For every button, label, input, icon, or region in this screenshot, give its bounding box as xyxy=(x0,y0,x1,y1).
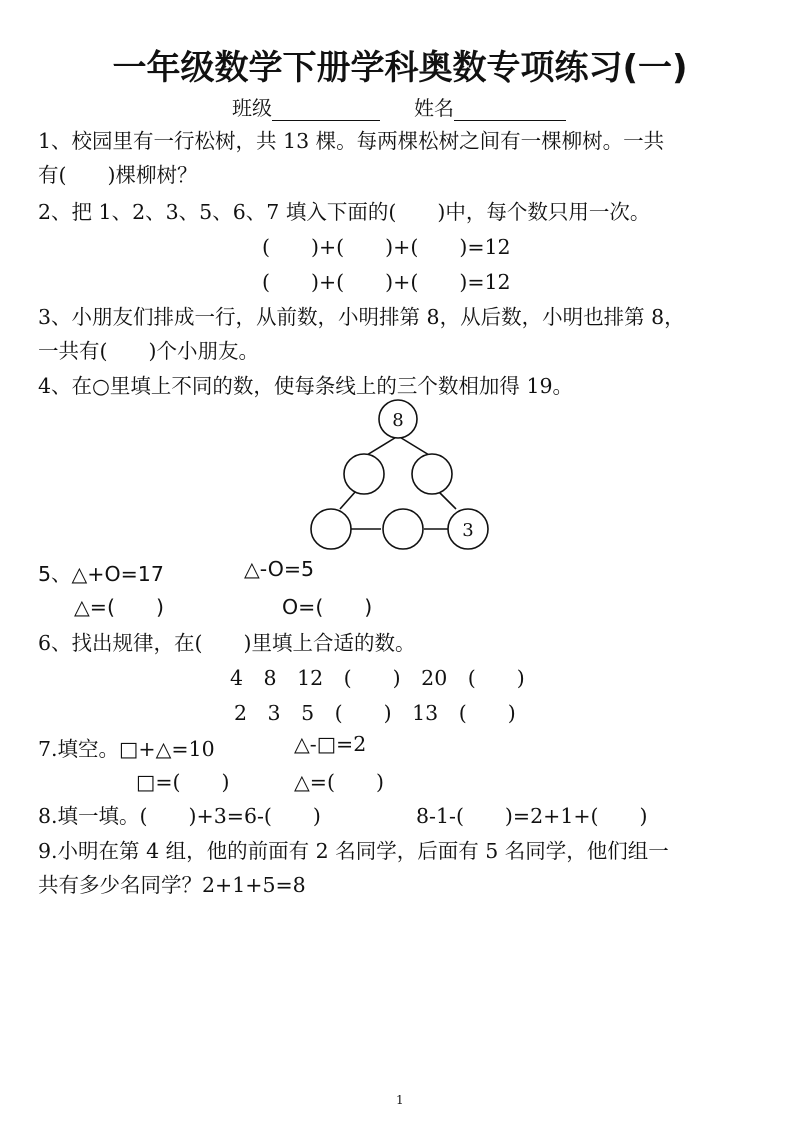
circle-mid-left[interactable] xyxy=(344,454,384,494)
question-7-equation-2: △-□=2 xyxy=(294,732,367,756)
circle-bottom-right-value: 3 xyxy=(462,520,474,541)
question-5-equation-1: 5、△+O=17 xyxy=(38,562,164,586)
question-3-line-1: 3、小朋友们排成一行，从前数，小明排第 8，从后数，小明也排第 8， xyxy=(38,305,685,329)
page-title: 一年级数学下册学科奥数专项练习(一) xyxy=(112,48,688,88)
question-7-answer-2: △=( ) xyxy=(294,770,384,794)
question-5-answer-1: △=( ) xyxy=(74,595,164,619)
question-6-line-1: 6、找出规律，在( )里填上合适的数。 xyxy=(38,631,416,655)
question-9-line-2: 共有多少名同学？2+1+5=8 xyxy=(38,873,306,897)
question-1-line-2: 有( )棵柳树？ xyxy=(38,163,198,187)
question-8-part-2: 8-1-( )=2+1+( ) xyxy=(416,804,648,828)
question-5-answer-2: O=( ) xyxy=(282,595,373,619)
circle-mid-right[interactable] xyxy=(412,454,452,494)
circle-top-value: 8 xyxy=(392,410,404,431)
circle-bottom-middle[interactable] xyxy=(383,509,423,549)
question-2-line-1: 2、把 1、2、3、5、6、7 填入下面的( )中，每个数只用一次。 xyxy=(38,200,651,224)
question-2-equation-1: ( )+( )+( )=12 xyxy=(262,235,511,259)
question-2-equation-2: ( )+( )+( )=12 xyxy=(262,270,511,294)
name-blank[interactable] xyxy=(454,100,566,121)
triangle-circle-diagram xyxy=(300,396,500,556)
question-6-sequence-2: 2 3 5 ( ) 13 ( ) xyxy=(234,701,516,725)
question-9-line-1: 9.小明在第 4 组，他的前面有 2 名同学，后面有 5 名同学，他们组一 xyxy=(38,839,669,863)
name-label: 姓名 xyxy=(414,96,454,120)
page-number: 1 xyxy=(396,1093,404,1107)
question-8-part-1: 8.填一填。( )+3=6-( ) xyxy=(38,804,321,828)
class-blank[interactable] xyxy=(272,100,380,121)
class-field[interactable] xyxy=(232,92,380,121)
question-5-equation-2: △-O=5 xyxy=(244,557,315,581)
question-6-sequence-1: 4 8 12 ( ) 20 ( ) xyxy=(230,666,525,690)
question-7-answer-1: □=( ) xyxy=(136,770,230,794)
question-4-line-1: 4、在○里填上不同的数，使每条线上的三个数相加得 19。 xyxy=(38,374,574,398)
class-label: 班级 xyxy=(232,96,272,120)
question-7-equation-1: 7.填空。□+△=10 xyxy=(38,737,215,761)
question-3-line-2: 一共有( )个小朋友。 xyxy=(38,339,259,363)
circle-bottom-left[interactable] xyxy=(311,509,351,549)
question-1-line-1: 1、校园里有一行松树，共 13 棵。每两棵松树之间有一棵柳树。一共 xyxy=(38,129,665,153)
name-field[interactable] xyxy=(414,92,566,121)
